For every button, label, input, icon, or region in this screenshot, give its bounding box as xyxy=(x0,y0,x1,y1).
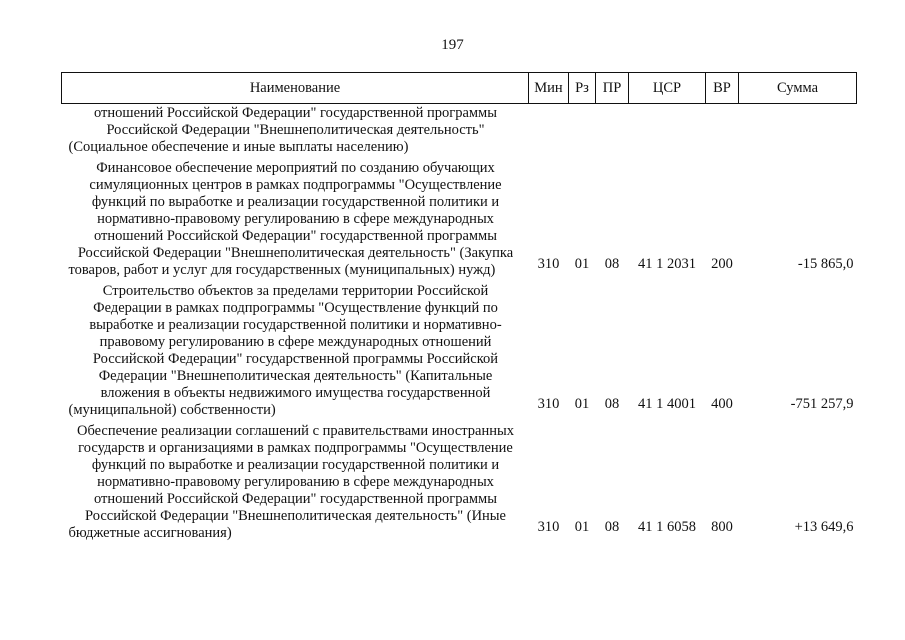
page-number: 197 xyxy=(441,37,464,53)
row-vr: 800 xyxy=(711,519,733,535)
row-pr: 08 xyxy=(604,256,620,272)
row-pr xyxy=(596,104,629,157)
row-name: Обеспечение реализации соглашений с правительствами иностранных государств и организациями в рамках подпрограммы "Осуществление функций по выработке и реализации государственной политики и нормативно-правовому регулированию в сфере международных отношений Российской Федерации" государственной программы Российской Федерации "Внешнеполитическая деятельность" (Иные бюджетные ассигнования) xyxy=(68,423,515,541)
row-pr: 08 xyxy=(604,519,620,535)
row-csr xyxy=(629,104,706,157)
row-rz xyxy=(569,104,596,157)
row-min: 310 xyxy=(537,519,560,535)
row-min: 310 xyxy=(537,256,560,272)
row-vr: 400 xyxy=(711,396,733,412)
budget-table xyxy=(61,72,857,542)
header-name: Наименование xyxy=(62,73,529,104)
row-vr xyxy=(706,104,739,157)
row-sum: -15 865,0 xyxy=(797,256,854,272)
header-rz: Рз xyxy=(569,73,596,104)
row-rz: 01 xyxy=(574,396,590,412)
row-min: 310 xyxy=(537,396,560,412)
row-csr: 41 1 2031 xyxy=(638,256,696,272)
row-vr: 200 xyxy=(711,256,733,272)
table-row xyxy=(62,104,857,157)
table-header-row xyxy=(62,73,857,104)
row-rz: 01 xyxy=(574,519,590,535)
row-name: Строительство объектов за пределами территории Российской Федерации в рамках подпрограммы "Осуществление функций по выработке и реализации государственной политики и нормативно-правовому регулированию в сфере международных отношений Российской Федерации" государственной программы Российской Федерации "Внешнеполитическая деятельность" (Капитальные вложения в объекты недвижимого имущества государственной (муниципальной) собственности) xyxy=(68,283,502,418)
table-row xyxy=(62,156,857,279)
header-pr: ПР xyxy=(596,73,629,104)
row-name: Финансовое обеспечение мероприятий по созданию обучающих симуляционных центров в рамках подпрограммы "Осуществление функций по выработке и реализации государственной политики и нормативно-правовому регулированию в сфере международных отношений Российской Федерации" государственной программы Российской Федерации "Внешнеполитическая деятельность" (Закупка товаров, работ и услуг для государственных (муниципальных) нужд) xyxy=(68,160,514,278)
row-pr: 08 xyxy=(604,396,620,412)
table-row xyxy=(62,279,857,419)
row-min xyxy=(529,104,569,157)
row-sum xyxy=(739,104,857,157)
header-vr: ВР xyxy=(706,73,739,104)
header-csr: ЦСР xyxy=(629,73,706,104)
row-sum: +13 649,6 xyxy=(794,519,854,535)
header-min: Мин xyxy=(529,73,569,104)
row-name: отношений Российской Федерации" государственной программы Российской Федерации "Внешнеполитическая деятельность" (Социальное обеспечение и иные выплаты населению) xyxy=(68,105,497,155)
table-row xyxy=(62,419,857,542)
row-rz: 01 xyxy=(574,256,590,272)
header-sum: Сумма xyxy=(739,73,857,104)
row-csr: 41 1 4001 xyxy=(638,396,696,412)
row-sum: -751 257,9 xyxy=(790,396,854,412)
row-csr: 41 1 6058 xyxy=(638,519,696,535)
